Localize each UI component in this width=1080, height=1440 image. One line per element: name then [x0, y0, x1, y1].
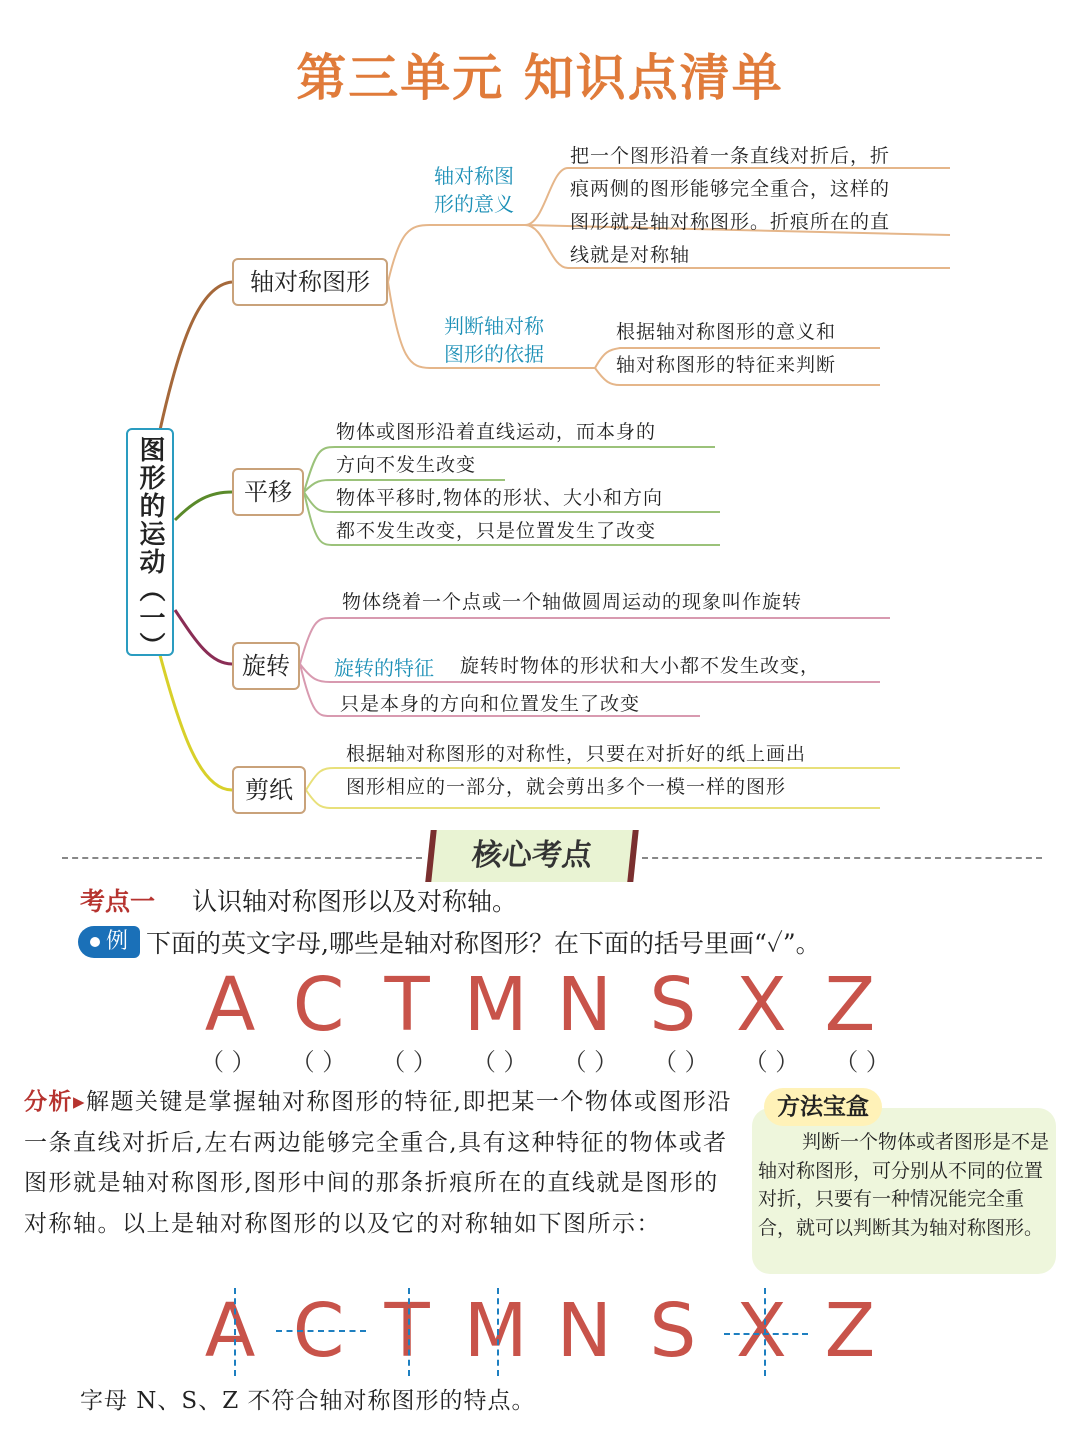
- conclusion-text: 字母 N、S、Z 不符合轴对称图形的特点。: [80, 1388, 536, 1414]
- letter: C: [292, 962, 345, 1048]
- example-badge: [78, 926, 140, 958]
- axis-line-t: [408, 1288, 410, 1376]
- analysis-label: 分析▸: [24, 1089, 87, 1115]
- divider-right: [642, 857, 1042, 859]
- branch-label: 旋转: [242, 652, 290, 680]
- leaf-line: 根据轴对称图形的对称性，只要在对折好的纸上画出: [346, 743, 807, 765]
- axis-line-a: [234, 1288, 236, 1376]
- leaf-line: 方向不发生改变: [336, 454, 477, 476]
- leaf-line: 痕两侧的图形能够完全重合，这样的: [570, 178, 891, 200]
- letter: T: [384, 1288, 430, 1374]
- answer-parens-row: [200, 1042, 890, 1077]
- answer-paren[interactable]: （ ）: [471, 1048, 528, 1076]
- leaf-line: 旋转时物体的形状和大小都不发生改变，: [460, 655, 821, 677]
- sub-criteria-text: [616, 316, 836, 382]
- sub-meaning-text: [570, 140, 890, 272]
- leaf-line: 物体平移时,物体的形状、大小和方向: [336, 487, 664, 509]
- point-text: 认识轴对称图形以及对称轴。: [192, 887, 518, 916]
- branch-label: 平移: [244, 478, 292, 506]
- leaf-line: 图形相应的一部分，就会剪出多个一模一样的图形: [346, 776, 787, 798]
- branch-label: 轴对称图形: [250, 268, 370, 296]
- letter: M: [463, 1288, 528, 1374]
- branch-label: 剪纸: [245, 776, 293, 804]
- answer-paren[interactable]: （ ）: [200, 1048, 256, 1076]
- branch-translation: [232, 468, 304, 516]
- mindmap-root-label: 图形的运动（一）: [135, 436, 165, 660]
- answer-paren[interactable]: （ ）: [743, 1048, 800, 1076]
- letter: Z: [824, 1288, 876, 1374]
- analysis-text: 解题关键是掌握轴对称图形的特征,即把某一个物体或图形沿一条直线对折后,左右两边能够完全重合,具有这种特征的物体或者图形就是轴对称图形,图形中间的那条折痕所在的直线就是图形的对称轴。以上是轴对称图形的以及它的对称轴如下图所示：: [24, 1089, 732, 1237]
- core-heading: 核心考点: [425, 830, 638, 882]
- letter: X: [736, 962, 787, 1048]
- method-text: 判断一个物体或者图形是不是轴对称图形，可分别从不同的位置对折，只要有一种情况能完全重合，就可以判断其为轴对称图形。: [758, 1131, 1050, 1239]
- answer-paren[interactable]: （ ）: [290, 1048, 347, 1076]
- method-title: 方法宝盒: [764, 1088, 882, 1126]
- example-text: 下面的英文字母,哪些是轴对称图形？在下面的括号里画“✓”。: [146, 929, 821, 958]
- letter: Z: [824, 962, 876, 1048]
- leaf-line: 轴对称图形的特征来判断: [616, 354, 837, 376]
- answer-paren[interactable]: （ ）: [381, 1048, 437, 1076]
- letter: S: [649, 962, 697, 1048]
- rotation-feature-line2: [340, 688, 640, 721]
- letter: N: [556, 1288, 612, 1374]
- point-label: 考点一: [80, 887, 156, 916]
- leaf-line: 图形就是轴对称图形。折痕所在的直: [570, 211, 891, 233]
- branch-axisymmetric: [232, 258, 388, 306]
- branch-papercut: [232, 766, 306, 814]
- axis-line-c: [276, 1330, 366, 1332]
- rotation-definition: [342, 586, 802, 619]
- leaf-line: 只是本身的方向和位置发生了改变: [340, 693, 641, 715]
- leaf-line: 物体绕着一个点或一个轴做圆周运动的现象叫作旋转: [342, 591, 803, 613]
- leaf-line: 物体或图形沿着直线运动，而本身的: [336, 421, 657, 443]
- letter: A: [204, 1288, 256, 1374]
- letters-row: [190, 962, 890, 1048]
- rotation-feature-line1: [460, 650, 820, 683]
- leaf-line: 把一个图形沿着一条直线对折后，折: [570, 145, 891, 167]
- letter: M: [463, 962, 528, 1048]
- papercut-text: [346, 738, 806, 804]
- sub-criteria-label: 判断轴对称 图形的依据: [444, 314, 544, 366]
- leaf-line: 都不发生改变，只是位置发生了改变: [336, 520, 657, 542]
- badge-dot-icon: [90, 937, 100, 947]
- branch-rotation: [232, 642, 300, 690]
- answer-paren[interactable]: （ ）: [653, 1048, 709, 1076]
- sub-meaning-label: 轴对称图 形的意义: [434, 164, 514, 216]
- letter: T: [384, 962, 430, 1048]
- answer-paren[interactable]: （ ）: [562, 1048, 619, 1076]
- axis-line-m: [497, 1288, 499, 1376]
- letter: X: [736, 1288, 787, 1374]
- translation-text: [336, 416, 663, 548]
- page-title: 第三单元 知识点清单: [296, 49, 784, 107]
- letter: A: [204, 962, 256, 1048]
- letter: S: [649, 1288, 697, 1374]
- letter: N: [556, 962, 612, 1048]
- divider-left: [62, 857, 422, 859]
- example-badge-label: 例: [105, 929, 128, 954]
- rotation-feature-label: 旋转的特征: [334, 656, 434, 680]
- axis-line-x-vertical: [764, 1288, 766, 1376]
- answer-paren[interactable]: （ ）: [834, 1048, 890, 1076]
- analysis-paragraph: [24, 1082, 736, 1244]
- mindmap-root: [126, 428, 174, 660]
- leaf-line: 线就是对称轴: [570, 244, 691, 266]
- letter: C: [292, 1288, 345, 1374]
- leaf-line: 根据轴对称图形的意义和: [616, 321, 837, 343]
- axis-line-x-horizontal: [724, 1333, 808, 1335]
